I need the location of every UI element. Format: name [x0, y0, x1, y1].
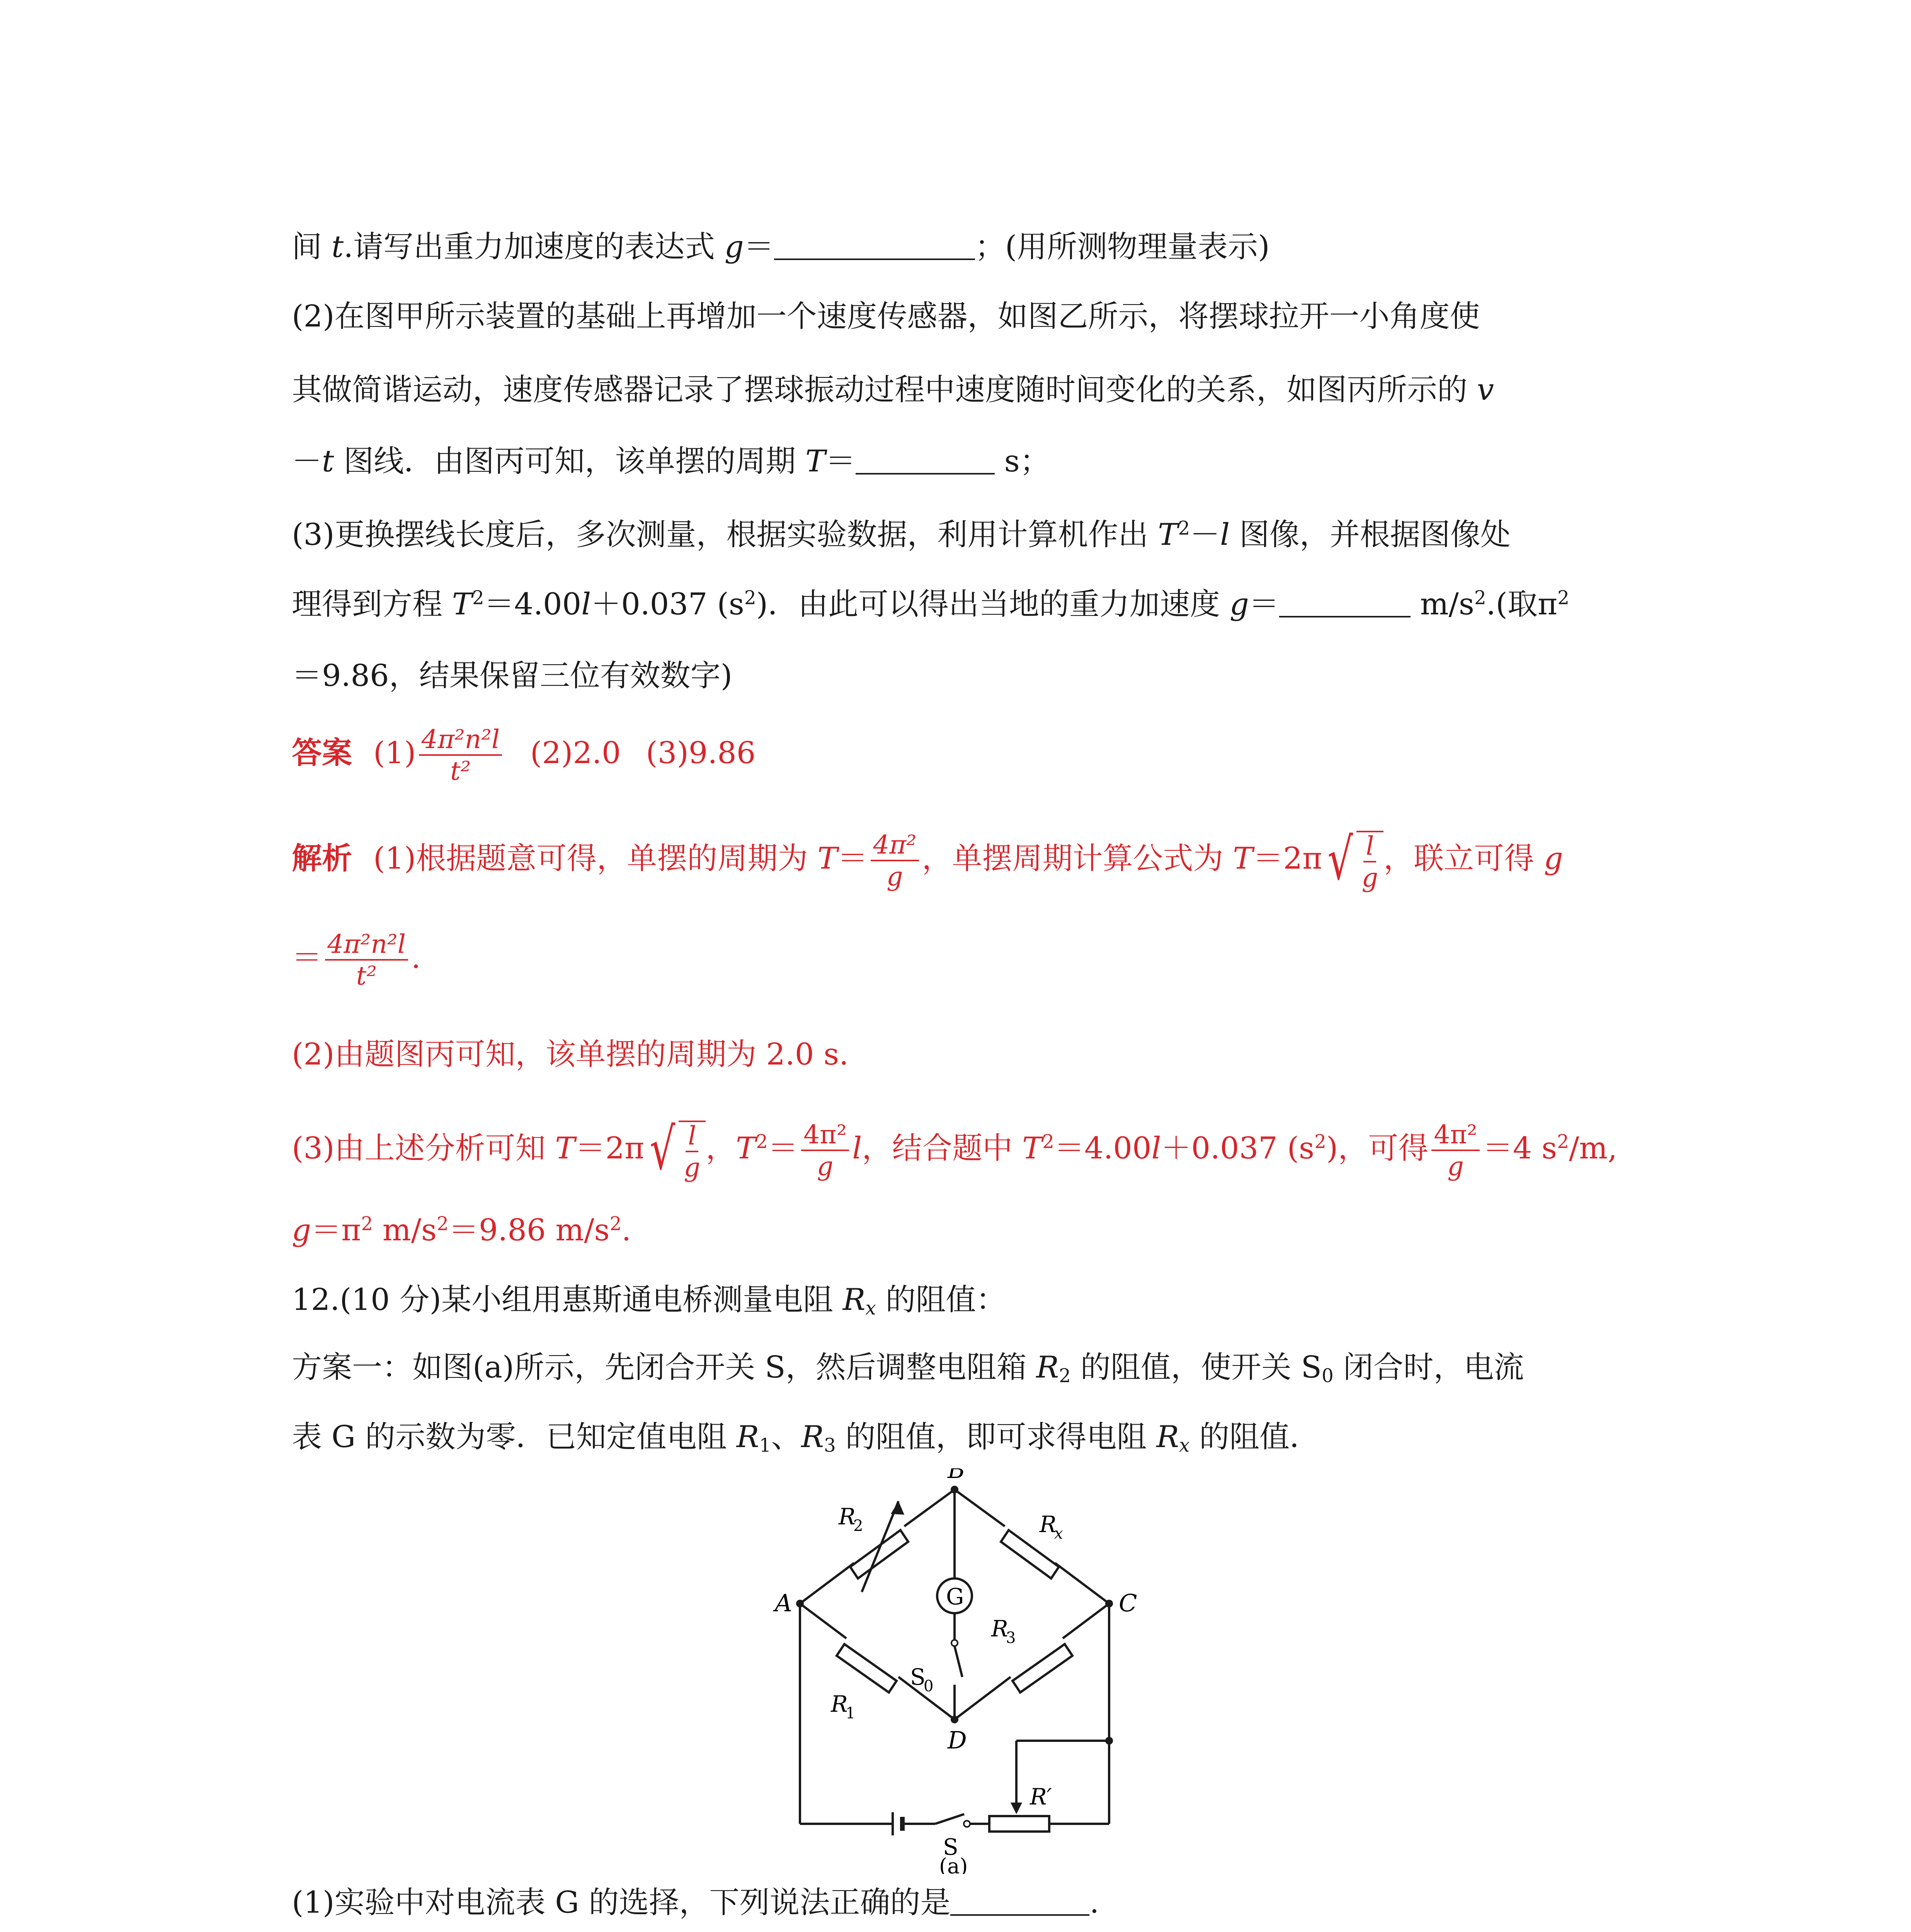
- text: ＝π: [311, 1213, 361, 1248]
- label-b: B: [948, 1468, 965, 1484]
- label-s0: S: [910, 1664, 926, 1690]
- subscript: x: [865, 1298, 876, 1320]
- fraction: [682, 1121, 703, 1183]
- var: R: [1036, 1350, 1059, 1385]
- var: R: [1156, 1420, 1179, 1454]
- text: ＝: [744, 230, 774, 264]
- text: m/s: [1410, 587, 1474, 622]
- label-rx-sub: x: [1054, 1525, 1063, 1543]
- switch-s0-contact: [951, 1640, 958, 1646]
- radical-sign: √: [1327, 826, 1353, 893]
- text: (3)9.86: [646, 735, 756, 770]
- var: l: [581, 587, 591, 622]
- text: ＝: [837, 841, 868, 876]
- superscript: 2: [609, 1213, 622, 1235]
- var: g: [292, 1213, 311, 1248]
- superscript: 2: [744, 587, 756, 609]
- label-r1: R: [831, 1691, 848, 1717]
- analysis-line-2: [292, 931, 421, 989]
- label-r3-sub: 3: [1006, 1629, 1016, 1647]
- sqrt: [1322, 826, 1383, 893]
- var: g: [1229, 587, 1249, 622]
- var: t: [331, 230, 344, 264]
- text: 的阻值：: [876, 1282, 1006, 1317]
- fraction: [419, 726, 502, 784]
- text-line-6: [292, 587, 1569, 622]
- figure-caption: (a): [939, 1854, 968, 1874]
- text: /m,: [1569, 1131, 1617, 1166]
- text: －: [1190, 517, 1220, 552]
- text: ＝: [767, 1131, 798, 1166]
- text: 12.(10 分)某小组用惠斯通电桥测量电阻: [292, 1282, 843, 1317]
- sqrt: [644, 1116, 706, 1183]
- node-b: [951, 1486, 958, 1493]
- var: l: [1151, 1131, 1161, 1166]
- text: ；(用所测物理量表示): [975, 230, 1270, 264]
- text: 其做简谐运动，速度传感器记录了摆球振动过程中速度随时间变化的关系，如图丙所示的: [292, 372, 1477, 407]
- text: 的阻值，使开关 S: [1070, 1350, 1322, 1385]
- wire: [955, 1677, 1011, 1719]
- radical-sign: √: [650, 1116, 676, 1182]
- text: ，结合题中: [862, 1131, 1023, 1166]
- answer-blank[interactable]: [1279, 592, 1411, 617]
- label-g: G: [946, 1583, 964, 1610]
- var: T: [1233, 841, 1253, 876]
- plan1-line-2: [292, 1420, 1320, 1457]
- text-line-1: [292, 232, 1270, 262]
- superscript: 2: [1557, 587, 1569, 609]
- text: .请写出重力加速度的表达式: [344, 230, 725, 264]
- denominator: g: [684, 1152, 701, 1183]
- label-r2: R: [839, 1503, 856, 1530]
- text-line-4: [292, 444, 1050, 479]
- superscript: 2: [1042, 1131, 1054, 1153]
- text: )．由此可以得出当地的重力加速度: [756, 587, 1230, 622]
- switch-s-blade: [935, 1814, 964, 1824]
- superscript: 2: [472, 587, 484, 609]
- text: ＝4.00: [484, 587, 582, 622]
- numerator: 4π²n²l: [325, 931, 408, 961]
- text: m/s: [373, 1213, 437, 1248]
- wire: [955, 1490, 1005, 1526]
- denominator: g: [1447, 1151, 1464, 1182]
- denominator: g: [817, 1151, 834, 1182]
- analysis-line-5: [292, 1213, 631, 1248]
- text: 理得到方程: [292, 587, 452, 622]
- switch-s-contact: [964, 1821, 970, 1827]
- label-a: A: [775, 1589, 792, 1617]
- numerator: 4π²: [801, 1122, 849, 1151]
- var: l: [1220, 517, 1230, 552]
- switch-s0-blade: [955, 1646, 962, 1677]
- var: R: [842, 1282, 866, 1317]
- label-c: C: [1119, 1589, 1137, 1617]
- wire: [1063, 1604, 1109, 1638]
- subscript: 1: [759, 1435, 771, 1457]
- text: .: [411, 940, 421, 975]
- denominator: t²: [356, 961, 377, 991]
- subscript: 2: [1059, 1365, 1071, 1387]
- superscript: 2: [1557, 1131, 1569, 1153]
- text-line-2: (2)在图甲所示装置的基础上再增加一个速度传感器，如图乙所示，将摆球拉开一小角度使: [292, 299, 1480, 334]
- numerator: l: [1363, 833, 1376, 862]
- text: 表 G 的示数为零．已知定值电阻: [292, 1420, 737, 1454]
- var: T: [1158, 517, 1178, 552]
- subscript: 0: [1321, 1365, 1334, 1387]
- circuit-figure: [769, 1468, 1155, 1876]
- subscript: 3: [824, 1435, 836, 1457]
- answer-blank[interactable]: [950, 1890, 1089, 1916]
- text: ＝2π: [1253, 841, 1322, 876]
- text: 图像，并根据图像处: [1230, 517, 1511, 552]
- analysis-line-4: [292, 1116, 1617, 1183]
- var: g: [1543, 841, 1563, 876]
- text: ＝9.86 m/s: [448, 1213, 610, 1248]
- node-c: [1105, 1600, 1113, 1607]
- resistor-r3: [1013, 1644, 1072, 1692]
- subscript: x: [1179, 1435, 1190, 1457]
- var: t: [322, 444, 334, 479]
- text: ，单摆周期计算公式为: [922, 841, 1233, 876]
- wheatstone-bridge-diagram: [769, 1468, 1155, 1874]
- denominator: g: [887, 861, 903, 892]
- node: [1105, 1737, 1113, 1745]
- variable-arrow: [862, 1501, 898, 1592]
- text: (2)2.0: [530, 735, 621, 770]
- answer-blank[interactable]: [856, 449, 995, 474]
- fraction: [871, 830, 919, 892]
- answer-blank[interactable]: [774, 235, 975, 260]
- wire: [1055, 1563, 1109, 1604]
- var: T: [817, 841, 838, 876]
- var: R: [801, 1420, 824, 1454]
- text: (3)更换摆线长度后，多次测量，根据实验数据，利用计算机作出: [292, 517, 1158, 552]
- var: T: [555, 1131, 575, 1166]
- resistor-r2: [850, 1530, 908, 1578]
- superscript: 2: [1178, 517, 1190, 539]
- denominator: g: [1361, 862, 1378, 893]
- superscript: 2: [437, 1213, 449, 1235]
- numerator: 4π²: [871, 832, 919, 861]
- fraction: [1360, 833, 1380, 891]
- label-r3: R: [991, 1616, 1008, 1642]
- node-d: [951, 1716, 958, 1723]
- text: ，: [706, 1131, 736, 1166]
- text: ，联立可得: [1383, 841, 1544, 876]
- text: 的阻值，即可求得电阻: [836, 1420, 1157, 1454]
- text: ＝2π: [575, 1131, 645, 1166]
- analysis-line-1: [292, 826, 1563, 893]
- node-a: [796, 1600, 804, 1607]
- text: .: [1089, 1885, 1099, 1920]
- text: ＝: [292, 940, 322, 975]
- text: (1)实验中对电流表 G 的选择，下列说法正确的是: [292, 1885, 951, 1920]
- superscript: 2: [361, 1213, 373, 1235]
- label-s: S: [943, 1834, 958, 1860]
- var: T: [805, 444, 825, 479]
- numerator: 4π²n²l: [419, 726, 502, 756]
- plan1-line-1: [292, 1350, 1524, 1387]
- var: T: [452, 587, 472, 622]
- var: v: [1477, 372, 1494, 407]
- analysis-line-3: (2)由题图丙可知，该单摆的周期为 2.0 s.: [292, 1037, 849, 1072]
- var: R: [736, 1420, 759, 1454]
- rheostat: [989, 1816, 1049, 1832]
- label-r1-sub: 1: [846, 1704, 856, 1722]
- label-r-prime: R′: [1030, 1784, 1052, 1810]
- text: 间: [292, 230, 332, 264]
- wire: [800, 1604, 846, 1638]
- fraction: [325, 931, 408, 989]
- text-line-3: [292, 372, 1494, 407]
- var: T: [1022, 1131, 1043, 1166]
- text: ＝4 s: [1482, 1131, 1557, 1166]
- text: 图线．由图丙可知，该单摆的周期: [334, 444, 805, 479]
- label-rx: R: [1040, 1511, 1057, 1537]
- text: ＋0.037 (s: [591, 587, 744, 622]
- answer-tag: 答案: [292, 735, 352, 770]
- text: s；: [995, 444, 1050, 479]
- sub-question-1: [292, 1885, 1099, 1920]
- var: g: [724, 230, 744, 264]
- analysis-tag: 解析: [292, 841, 352, 876]
- text: (1)根据题意可得，单摆的周期为: [373, 841, 818, 876]
- answer-line: [292, 726, 756, 784]
- label-s0-sub: 0: [924, 1677, 934, 1695]
- text: 方案一：如图(a)所示，先闭合开关 S，然后调整电阻箱: [292, 1350, 1036, 1385]
- text: 闭合时，电流: [1333, 1350, 1524, 1385]
- arrow-head: [891, 1501, 904, 1515]
- var: T: [736, 1131, 756, 1166]
- text-line-5: [292, 517, 1511, 552]
- label-r2-sub: 2: [853, 1517, 863, 1535]
- text: ＝: [825, 444, 856, 479]
- text: ＝: [1249, 587, 1279, 622]
- text: (3)由上述分析可知: [292, 1131, 555, 1166]
- arrow-head: [1011, 1803, 1022, 1814]
- resistor-r1: [837, 1644, 897, 1692]
- text: (1): [373, 735, 416, 770]
- wire: [904, 1490, 955, 1526]
- text: －: [292, 444, 322, 479]
- fraction: [801, 1119, 849, 1182]
- superscript: 2: [1314, 1131, 1326, 1153]
- wire: [800, 1563, 854, 1604]
- superscript: 2: [756, 1131, 768, 1153]
- fraction: [1431, 1119, 1479, 1182]
- text: .(取π: [1486, 587, 1558, 622]
- question-12: [292, 1282, 1006, 1320]
- text: 的阻值．: [1189, 1420, 1320, 1454]
- denominator: t²: [450, 756, 471, 786]
- var: l: [852, 1131, 862, 1166]
- numerator: l: [686, 1123, 698, 1152]
- text-line-7: ＝9.86，结果保留三位有效数字): [292, 658, 733, 693]
- text: ＋0.037 (s: [1161, 1131, 1315, 1166]
- text: 、: [771, 1420, 801, 1454]
- numerator: 4π²: [1431, 1122, 1479, 1151]
- superscript: 2: [1474, 587, 1486, 609]
- text: ＝4.00: [1054, 1131, 1152, 1166]
- text: )，可得: [1326, 1131, 1429, 1166]
- text: .: [621, 1213, 631, 1248]
- label-d: D: [948, 1726, 967, 1754]
